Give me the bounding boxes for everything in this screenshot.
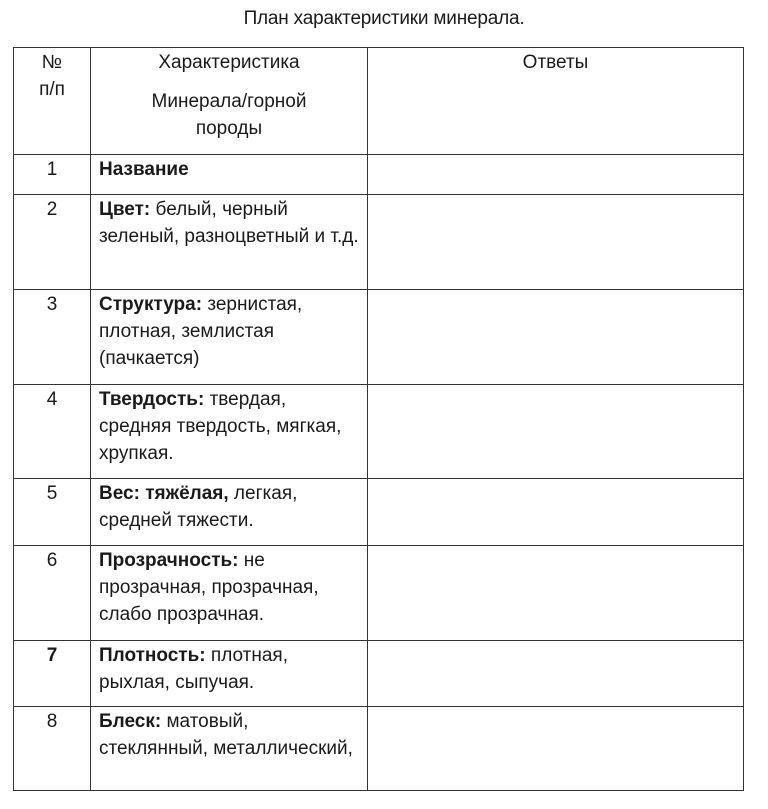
answer-cell[interactable]	[368, 385, 744, 479]
mineral-characteristics-table	[13, 47, 744, 791]
characteristic-label: Структура:	[99, 294, 203, 315]
table-row	[14, 641, 744, 707]
header-characteristic-line2: Минерала/горной породы	[151, 91, 307, 139]
characteristic-options: легкая, средней тяжести.	[99, 483, 298, 531]
header-number-line2: п/п	[39, 79, 65, 100]
row-characteristic	[91, 290, 368, 385]
row-characteristic	[91, 546, 368, 641]
row-characteristic	[91, 385, 368, 479]
table-row	[14, 290, 744, 385]
document-title: План характеристики минерала.	[243, 8, 525, 29]
characteristic-label: Твердость:	[99, 389, 205, 410]
characteristic-options: белый, черный зеленый, разноцветный и т.д.	[99, 199, 359, 247]
table-row	[14, 155, 744, 195]
characteristic-options: не прозрачная, прозрачная, слабо прозрачная.	[99, 550, 319, 625]
answer-cell[interactable]	[368, 195, 744, 290]
header-characteristic	[91, 48, 368, 155]
answer-cell[interactable]	[368, 155, 744, 195]
characteristic-label: Цвет:	[99, 199, 151, 220]
answer-cell[interactable]	[368, 641, 744, 707]
row-characteristic	[91, 707, 368, 791]
row-number: 3	[14, 290, 91, 385]
row-number: 2	[14, 195, 91, 290]
answer-cell[interactable]	[368, 707, 744, 791]
characteristic-label: Плотность:	[99, 645, 206, 666]
characteristic-options: зернистая, плотная, землистая (пачкается)	[99, 294, 303, 369]
header-characteristic-line1: Характеристика	[158, 52, 300, 73]
characteristic-label: Вес: тяжёлая,	[99, 483, 229, 504]
row-number: 8	[14, 707, 91, 791]
table-header-row	[14, 48, 744, 155]
characteristic-label: Блеск:	[99, 711, 162, 732]
row-number: 1	[14, 155, 91, 195]
characteristic-label: Прозрачность:	[99, 550, 239, 571]
row-characteristic	[91, 641, 368, 707]
table-row	[14, 546, 744, 641]
characteristic-options: матовый, стеклянный, металлический,	[99, 711, 353, 759]
row-characteristic	[91, 479, 368, 546]
answer-cell[interactable]	[368, 290, 744, 385]
row-number: 4	[14, 385, 91, 479]
characteristic-options: плотная, рыхлая, сыпучая.	[99, 645, 288, 693]
table-row	[14, 479, 744, 546]
row-number: 6	[14, 546, 91, 641]
row-characteristic	[91, 155, 368, 195]
answer-cell[interactable]	[368, 479, 744, 546]
table-row	[14, 195, 744, 290]
header-number	[14, 48, 91, 155]
table-row	[14, 707, 744, 791]
characteristic-label: Название	[99, 159, 189, 180]
row-number: 5	[14, 479, 91, 546]
header-number-line1: №	[41, 52, 63, 73]
table-row	[14, 385, 744, 479]
row-number: 7	[14, 641, 91, 707]
characteristic-options: твердая, средняя твердость, мягкая, хрупкая.	[99, 389, 342, 464]
header-answers: Ответы	[368, 48, 744, 155]
row-characteristic	[91, 195, 368, 290]
answer-cell[interactable]	[368, 546, 744, 641]
